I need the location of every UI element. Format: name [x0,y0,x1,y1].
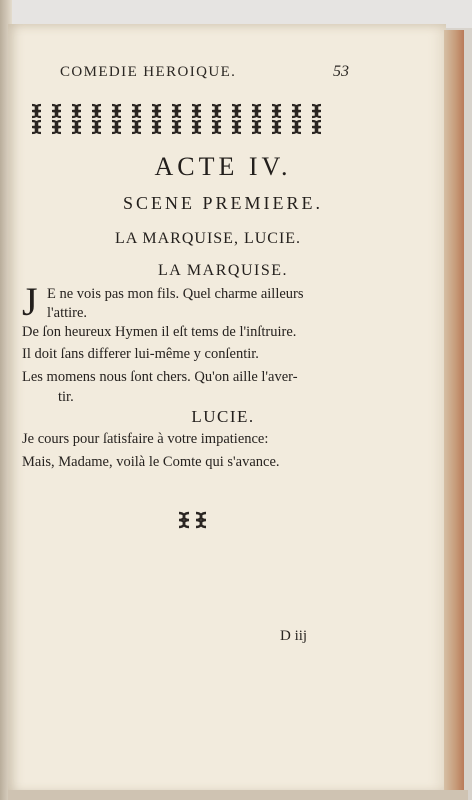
scene-title: SCENE PREMIERE. [122,193,323,213]
fleuron-motif [212,105,221,117]
speaker-name-lucie: LUCIE. [191,407,255,426]
verse-line: tir. [58,389,74,405]
fleuron-motif [172,105,181,117]
fleuron-motif [52,105,61,117]
fleuron-motif [32,121,41,133]
verse-line: Les momens nous ſont chers. Qu'on aille l'aver- [22,369,298,385]
fleuron-motif [272,121,281,133]
fleuron-motif [312,121,321,133]
verse-line: Il doit ſans differer lui-même y conſentir. [22,346,259,362]
verse-line: E ne vois pas mon fils. Quel charme ailleurs [47,286,304,302]
fleuron-motif [232,105,241,117]
fleuron-motif [212,121,221,133]
fleuron-motif [52,121,61,133]
fleuron-motif [292,121,301,133]
fleuron-motif [252,105,261,117]
page-number: 53 [333,63,349,80]
page-fore-edge [444,30,464,794]
fleuron-motif [112,121,121,133]
fleuron-motif [292,105,301,117]
verse-line: l'attire. [47,305,88,321]
fleuron-motif [32,105,41,117]
fleuron-motif [192,121,201,133]
fleuron-motif [152,121,161,133]
fleuron-motif [92,105,101,117]
fleuron-motif [152,105,161,117]
speaker-name-marquise: LA MARQUISE. [157,262,288,279]
verse-line: Mais, Madame, voilà le Comte qui s'avance. [22,454,280,470]
end-fleuron-ornament [176,509,210,531]
fleuron-motif [272,105,281,117]
fleuron-motif [132,121,141,133]
fleuron-band-ornament [22,101,338,137]
verse-line: Je cours pour ſatisfaire à votre impatience: [22,431,269,447]
fleuron-motif [252,121,261,133]
act-title: ACTE IV. [154,152,292,181]
fleuron-motif [72,105,81,117]
drop-capital: J [22,279,38,324]
page-bottom-edge [8,790,468,800]
fleuron-motif [192,105,201,117]
running-head: COMEDIE HEROIQUE. [60,64,237,80]
fleuron-motif [312,105,321,117]
verse-line: De ſon heureux Hymen il eſt tems de l'inſtruire. [22,324,297,340]
signature-mark: D iij [280,628,308,644]
fleuron-motif [92,121,101,133]
fleuron-motif [172,121,181,133]
fleuron-motif [112,105,121,117]
fleuron-motif [232,121,241,133]
fleuron-motif [72,121,81,133]
characters-line: LA MARQUISE, LUCIE. [114,230,302,247]
fleuron-motif [132,105,141,117]
